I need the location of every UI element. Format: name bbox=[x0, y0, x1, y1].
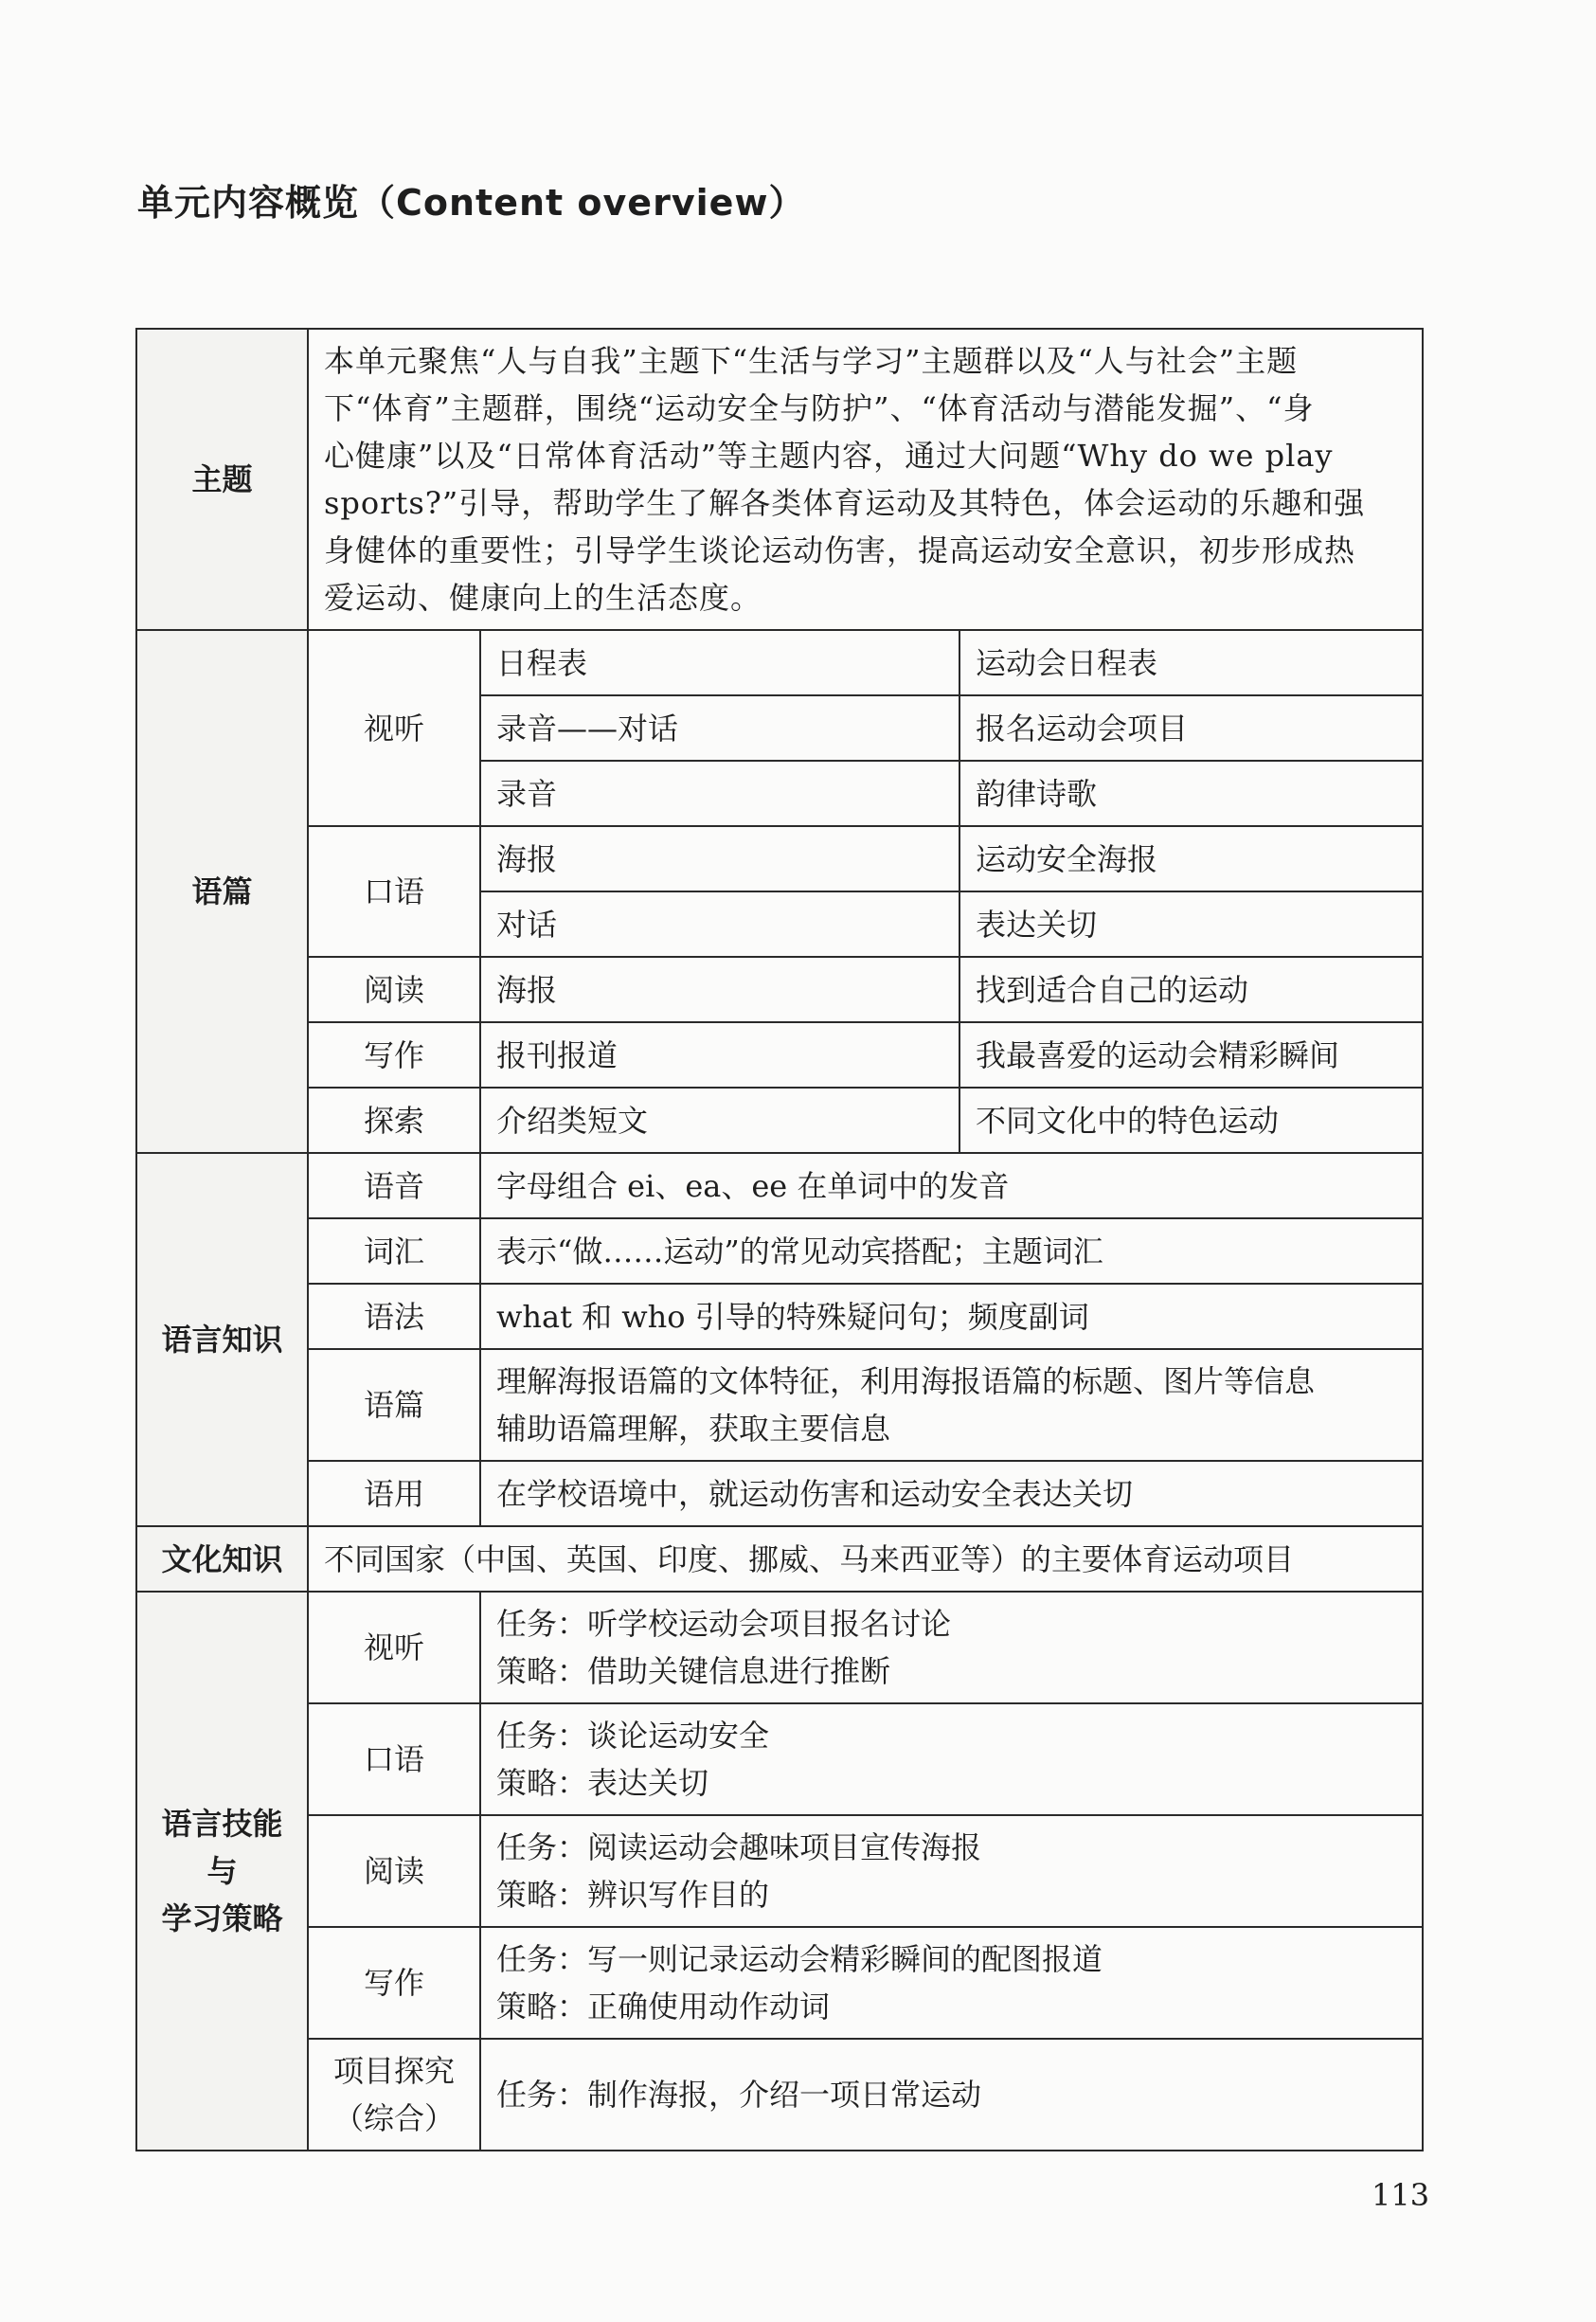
knowledge-line: 表示“做……运动”的常见动宾搭配；主题词汇 bbox=[496, 1233, 1103, 1269]
theme-line: 身健体的重要性；引导学生谈论运动伤害，提高运动安全意识，初步形成热 bbox=[324, 532, 1356, 568]
texts-row bbox=[136, 1088, 1423, 1153]
culture-text: 不同国家（中国、英国、印度、挪威、马来西亚等）的主要体育运动项目 bbox=[308, 1526, 1423, 1592]
skills-row bbox=[136, 1592, 1423, 1703]
theme-line: 爱运动、健康向上的生活态度。 bbox=[324, 580, 762, 616]
knowledge-name: 语法 bbox=[308, 1284, 480, 1349]
skills-name-line: 写作 bbox=[363, 1965, 424, 2001]
text-content: 我最喜爱的运动会精彩瞬间 bbox=[959, 1022, 1423, 1088]
culture-label: 文化知识 bbox=[136, 1526, 308, 1592]
knowledge-content bbox=[480, 1284, 1423, 1349]
texts-skill: 写作 bbox=[308, 1022, 480, 1088]
text-content: 报名运动会项目 bbox=[959, 695, 1423, 761]
knowledge-line: what 和 who 引导的特殊疑问句；频度副词 bbox=[496, 1298, 1089, 1335]
skills-content bbox=[480, 1815, 1423, 1927]
knowledge-content bbox=[480, 1349, 1423, 1461]
texts-skill: 探索 bbox=[308, 1088, 480, 1153]
text-type: 介绍类短文 bbox=[480, 1088, 959, 1153]
knowledge-row bbox=[136, 1461, 1423, 1526]
knowledge-row bbox=[136, 1284, 1423, 1349]
theme-line: 心健康”以及“日常体育活动”等主题内容，通过大问题“Why do we play bbox=[324, 438, 1334, 474]
text-type: 日程表 bbox=[480, 630, 959, 695]
skills-line: 任务：制作海报，介绍一项日常运动 bbox=[496, 2077, 982, 2113]
skills-line: 任务：听学校运动会项目报名讨论 bbox=[496, 1606, 952, 1642]
knowledge-name: 词汇 bbox=[308, 1218, 480, 1284]
skills-line: 策略：辨识写作目的 bbox=[496, 1877, 770, 1913]
skills-content bbox=[480, 2039, 1423, 2151]
knowledge-content bbox=[480, 1153, 1423, 1218]
skills-line: 策略：借助关键信息进行推断 bbox=[496, 1653, 891, 1689]
texts-row bbox=[136, 826, 1423, 891]
skills-line: 任务：谈论运动安全 bbox=[496, 1718, 770, 1754]
text-type: 海报 bbox=[480, 826, 959, 891]
skills-row bbox=[136, 1703, 1423, 1815]
skills-line: 策略：表达关切 bbox=[496, 1765, 709, 1801]
text-content: 找到适合自己的运动 bbox=[959, 957, 1423, 1022]
skills-row bbox=[136, 1927, 1423, 2039]
skills-name-line: 口语 bbox=[363, 1741, 424, 1777]
skills-row bbox=[136, 1815, 1423, 1927]
text-content: 不同文化中的特色运动 bbox=[959, 1088, 1423, 1153]
texts-row bbox=[136, 1022, 1423, 1088]
skills-label bbox=[136, 1592, 308, 2151]
skills-content bbox=[480, 1927, 1423, 2039]
knowledge-name: 语篇 bbox=[308, 1349, 480, 1461]
skills-name bbox=[308, 1927, 480, 2039]
page-number: 113 bbox=[1372, 2177, 1430, 2213]
skills-name bbox=[308, 1592, 480, 1703]
text-content: 运动安全海报 bbox=[959, 826, 1423, 891]
text-type: 对话 bbox=[480, 891, 959, 957]
skills-content bbox=[480, 1703, 1423, 1815]
skills-name-line: 视听 bbox=[363, 1629, 424, 1665]
knowledge-row bbox=[136, 1153, 1423, 1218]
theme-line: 下“体育”主题群，围绕“运动安全与防护”、“体育活动与潜能发掘”、“身 bbox=[324, 390, 1315, 426]
texts-skill: 阅读 bbox=[308, 957, 480, 1022]
theme-text bbox=[308, 329, 1423, 630]
theme-line: sports?”引导，帮助学生了解各类体育运动及其特色，体会运动的乐趣和强 bbox=[324, 485, 1366, 521]
skills-name bbox=[308, 2039, 480, 2151]
page-title: 单元内容概览（Content overview） bbox=[137, 182, 806, 224]
skills-row bbox=[136, 2039, 1423, 2151]
texts-skill: 视听 bbox=[308, 630, 480, 826]
skills-label-line: 与 bbox=[206, 1853, 238, 1889]
skills-line: 策略：正确使用动作动词 bbox=[496, 1989, 831, 2025]
knowledge-content bbox=[480, 1218, 1423, 1284]
skills-line: 任务：写一则记录运动会精彩瞬间的配图报道 bbox=[496, 1941, 1103, 1977]
knowledge-line: 辅助语篇理解，获取主要信息 bbox=[496, 1411, 891, 1447]
texts-skill: 口语 bbox=[308, 826, 480, 957]
text-type: 海报 bbox=[480, 957, 959, 1022]
knowledge-label: 语言知识 bbox=[136, 1153, 308, 1526]
skills-name-line: （综合） bbox=[332, 2100, 455, 2136]
culture-row bbox=[136, 1526, 1423, 1592]
knowledge-name: 语音 bbox=[308, 1153, 480, 1218]
knowledge-line: 字母组合 ei、ea、ee 在单词中的发音 bbox=[496, 1167, 1010, 1204]
skills-content bbox=[480, 1592, 1423, 1703]
knowledge-line: 理解海报语篇的文体特征，利用海报语篇的标题、图片等信息 bbox=[496, 1363, 1316, 1399]
texts-label: 语篇 bbox=[136, 630, 308, 1153]
text-type: 录音——对话 bbox=[480, 695, 959, 761]
skills-name bbox=[308, 1815, 480, 1927]
text-content: 运动会日程表 bbox=[959, 630, 1423, 695]
theme-line: 本单元聚焦“人与自我”主题下“生活与学习”主题群以及“人与社会”主题 bbox=[324, 343, 1299, 379]
text-content: 表达关切 bbox=[959, 891, 1423, 957]
knowledge-row bbox=[136, 1349, 1423, 1461]
skills-label-line: 语言技能 bbox=[161, 1806, 283, 1842]
knowledge-row bbox=[136, 1218, 1423, 1284]
skills-line: 任务：阅读运动会趣味项目宣传海报 bbox=[496, 1829, 982, 1865]
theme-label: 主题 bbox=[136, 329, 308, 630]
skills-name bbox=[308, 1703, 480, 1815]
content-overview-table bbox=[135, 328, 1424, 2151]
knowledge-line: 在学校语境中，就运动伤害和运动安全表达关切 bbox=[496, 1475, 1134, 1512]
texts-row bbox=[136, 630, 1423, 695]
knowledge-name: 语用 bbox=[308, 1461, 480, 1526]
text-type: 录音 bbox=[480, 761, 959, 826]
knowledge-content bbox=[480, 1461, 1423, 1526]
texts-row bbox=[136, 957, 1423, 1022]
skills-name-line: 项目探究 bbox=[332, 2053, 455, 2089]
skills-label-line: 学习策略 bbox=[161, 1900, 283, 1936]
text-content: 韵律诗歌 bbox=[959, 761, 1423, 826]
theme-row bbox=[136, 329, 1423, 630]
text-type: 报刊报道 bbox=[480, 1022, 959, 1088]
skills-name-line: 阅读 bbox=[363, 1853, 424, 1889]
